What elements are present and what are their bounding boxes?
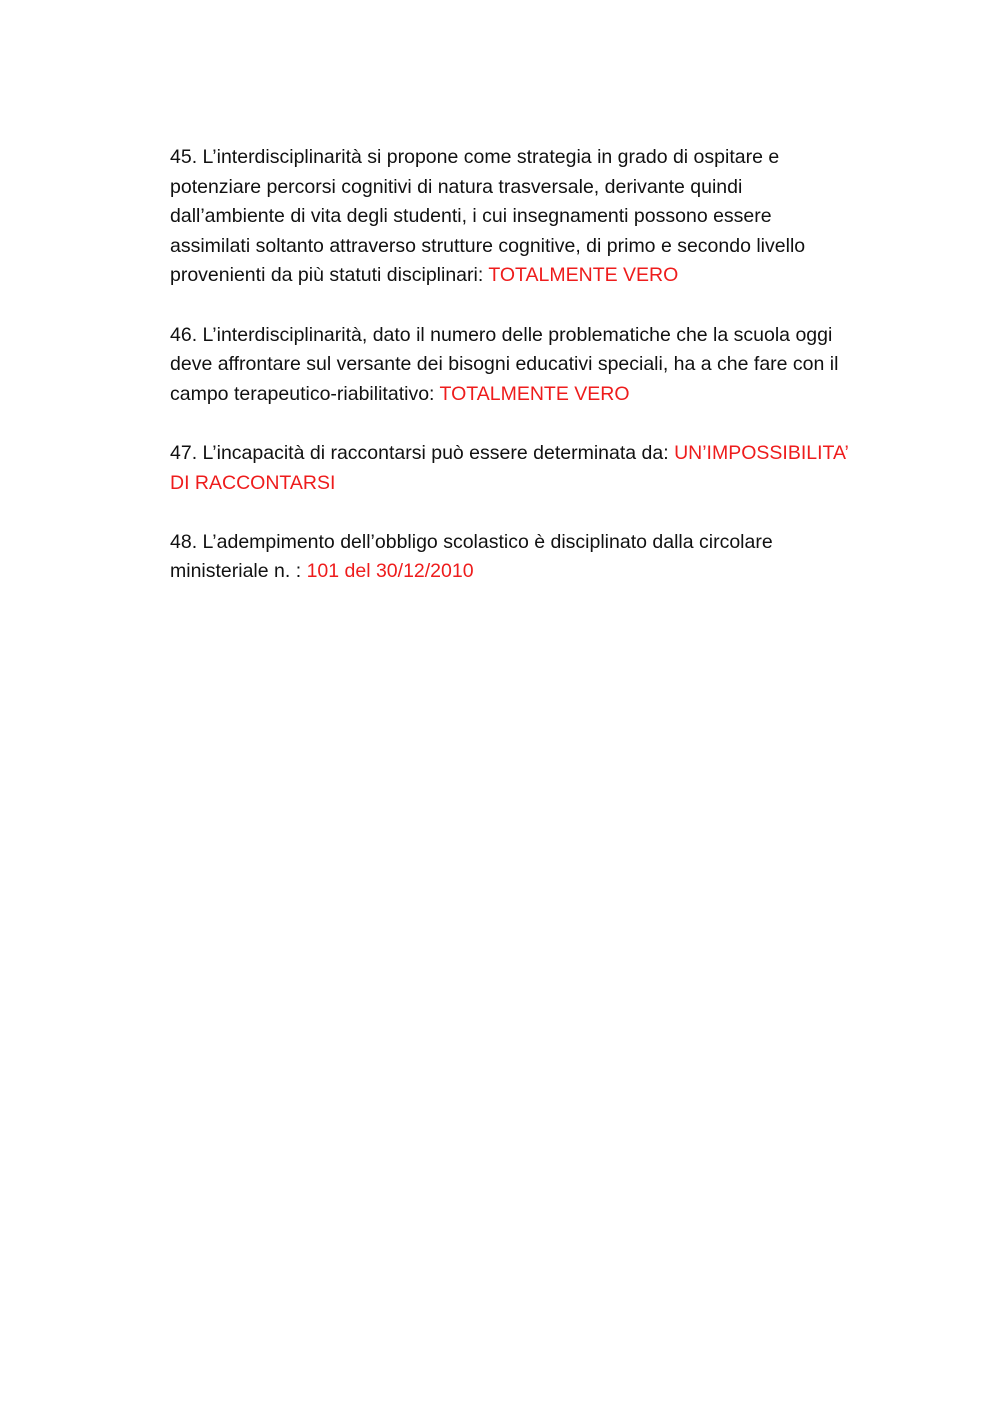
answer-text: TOTALMENTE VERO [439, 382, 630, 405]
question-47 [170, 439, 890, 498]
question-48 [170, 528, 890, 587]
question-text: ministeriale n. : [170, 560, 307, 583]
answer-text-continuation: DI RACCONTARSI [170, 471, 336, 494]
question-text-line: dall’ambiente di vita degli studenti, i cui insegnamenti possono essere [170, 205, 772, 228]
question-list [170, 143, 890, 617]
question-text-line [170, 261, 890, 291]
answer-text: TOTALMENTE VERO [488, 264, 679, 287]
question-text-line: 45. L’interdisciplinarità si propone come strategia in grado di ospitare e [170, 146, 780, 168]
question-text: campo terapeutico-riabilitativo: [170, 382, 440, 405]
question-text: provenienti da più statuti disciplinari: [170, 264, 489, 287]
question-text-line: deve affrontare sul versante dei bisogni educativi speciali, ha a che fare con il [170, 353, 839, 376]
question-text-line [170, 439, 890, 469]
question-text: 47. L’incapacità di raccontarsi può essere determinata da: [170, 441, 675, 464]
question-45 [170, 143, 890, 291]
answer-text: UN’IMPOSSIBILITA’ [674, 441, 849, 464]
question-text-line: 48. L’adempimento dell’obbligo scolastico è disciplinato dalla circolare [170, 530, 773, 553]
question-text-line: potenziare percorsi cognitivi di natura trasversale, derivante quindi [170, 175, 743, 198]
question-text-line [170, 557, 890, 587]
answer-text: 101 del 30/12/2010 [306, 560, 474, 583]
question-46 [170, 321, 890, 410]
question-text-line: assimilati soltanto attraverso strutture cognitive, di primo e secondo livello [170, 234, 806, 257]
question-text-line: 46. L’interdisciplinarità, dato il numero delle problematiche che la scuola oggi [170, 323, 833, 346]
question-text-line [170, 380, 890, 410]
